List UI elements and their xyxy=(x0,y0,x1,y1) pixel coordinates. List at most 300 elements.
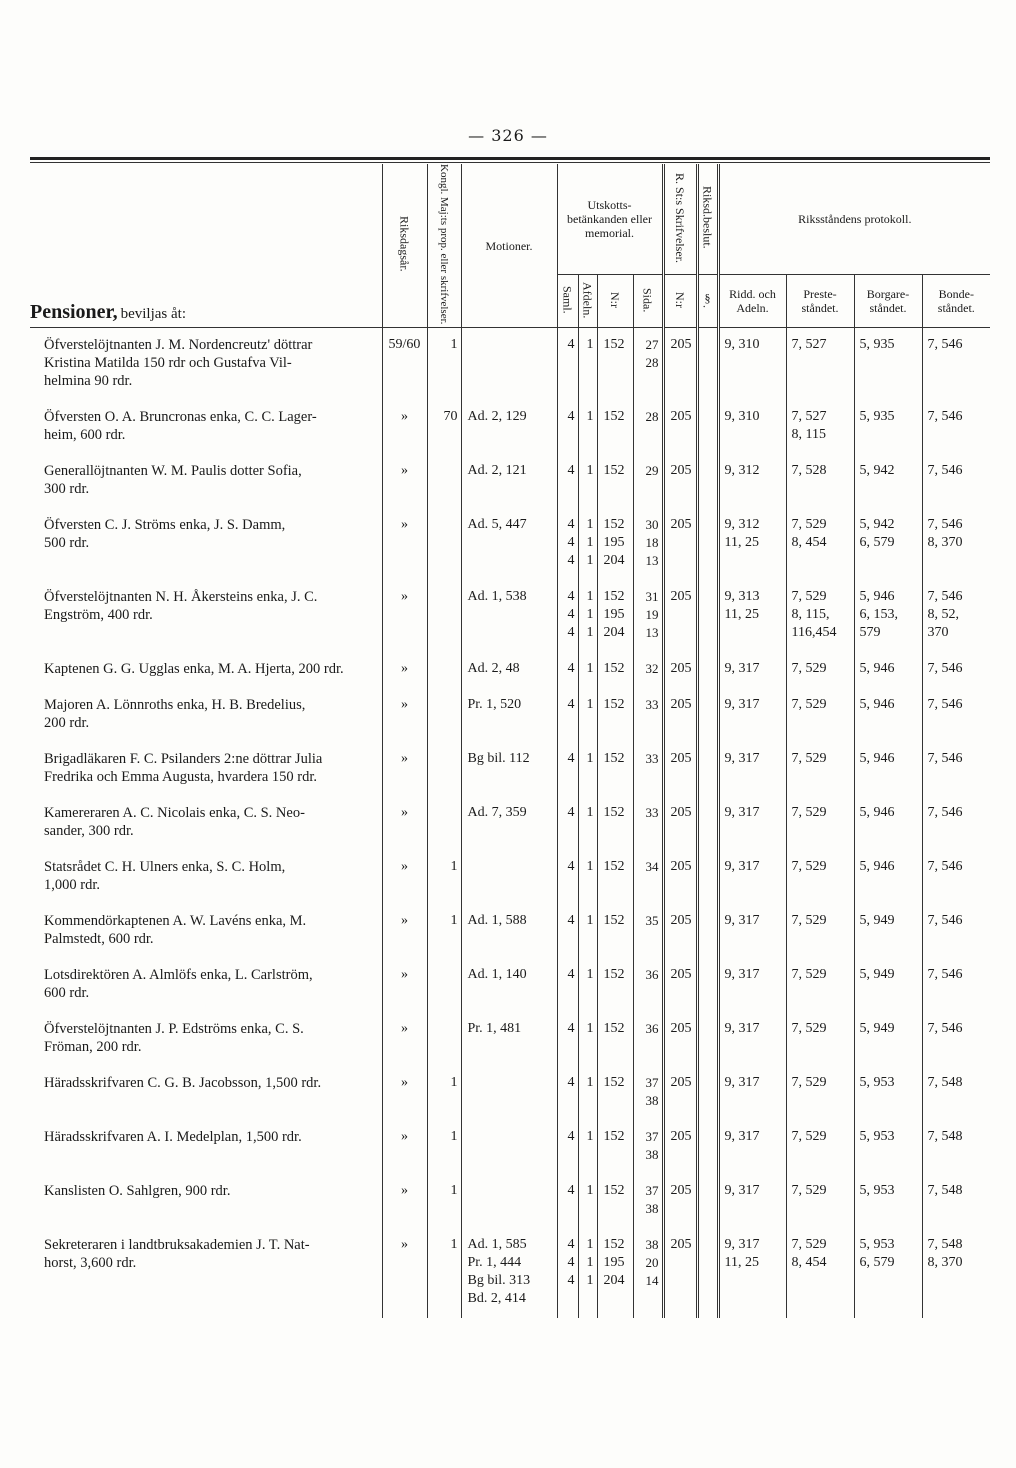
riksdbeslut-value xyxy=(697,454,718,508)
table-row xyxy=(30,1228,990,1318)
borgare-value xyxy=(854,850,922,904)
entry-description-line: Fröman, 200 rdr. xyxy=(44,1038,142,1055)
rsts-value: 205 xyxy=(663,1066,697,1120)
entry-description xyxy=(30,796,382,850)
saml-value-line: 4 xyxy=(567,912,575,928)
entry-description-line: Öfversten O. A. Bruncronas enka, C. C. Lager- xyxy=(44,408,317,425)
entry-description-line: heim, 600 rdr. xyxy=(44,426,126,443)
preste-value xyxy=(786,508,854,580)
riksdagsar-value: » xyxy=(382,1228,427,1318)
ridd-value-line: 9, 317 xyxy=(724,804,760,820)
bonde-value xyxy=(922,850,990,904)
entry-description xyxy=(30,1012,382,1066)
saml-value xyxy=(557,580,578,652)
rsts-value: 205 xyxy=(663,1120,697,1174)
riksdbeslut-value xyxy=(697,688,718,742)
rsts-value: 205 xyxy=(663,1228,697,1318)
rsts-value: 205 xyxy=(663,400,697,454)
header-kongl: Kongl. Maj:ts prop. eller skrifvelser. xyxy=(438,164,450,325)
nr-value-line: 195 xyxy=(603,534,625,550)
ridd-value-line: 9, 317 xyxy=(724,858,760,874)
motioner-value xyxy=(461,400,557,454)
motioner-value-line: Ad. 2, 48 xyxy=(467,660,520,676)
motioner-value xyxy=(461,1066,557,1120)
bonde-value-line: 8, 370 xyxy=(927,1254,963,1270)
entry-description xyxy=(30,508,382,580)
borgare-value-line: 5, 946 xyxy=(859,696,895,712)
preste-value-line: 7, 529 xyxy=(791,1074,827,1090)
sida-value xyxy=(633,958,663,1012)
riksdagsar-value: 59/60 xyxy=(382,328,427,400)
section-title: Pensioner, xyxy=(30,301,118,324)
entry-description xyxy=(30,652,382,688)
kongl-value: 1 xyxy=(427,1228,461,1318)
entry-description-line: Majoren A. Lönnroths enka, H. B. Bredelius, xyxy=(44,696,306,713)
preste-value-line: 7, 529 xyxy=(791,912,827,928)
table-row xyxy=(30,328,990,400)
motioner-value xyxy=(461,1174,557,1228)
preste-value xyxy=(786,1120,854,1174)
afdeln-value xyxy=(578,796,597,850)
bonde-value xyxy=(922,1066,990,1120)
borgare-value xyxy=(854,454,922,508)
header-rule-thin xyxy=(30,162,990,163)
sida-value-line: 36 xyxy=(645,1020,659,1036)
afdeln-value xyxy=(578,1228,597,1318)
ridd-value xyxy=(718,850,786,904)
bonde-value xyxy=(922,742,990,796)
kongl-value xyxy=(427,454,461,508)
preste-value-line: 7, 529 xyxy=(791,516,827,532)
preste-value-line: 7, 529 xyxy=(791,1236,827,1252)
afdeln-value-line: 1 xyxy=(586,1254,594,1270)
entry-description-line: Kristina Matilda 150 rdr och Gustafva Vil- xyxy=(44,355,292,372)
sida-value xyxy=(633,1066,663,1120)
kongl-value xyxy=(427,580,461,652)
motioner-value-line: Ad. 2, 121 xyxy=(467,462,527,478)
motioner-value xyxy=(461,1120,557,1174)
borgare-value xyxy=(854,652,922,688)
nr-value xyxy=(597,652,633,688)
preste-value-line: 7, 527 xyxy=(791,408,827,424)
afdeln-value xyxy=(578,1012,597,1066)
preste-value xyxy=(786,1012,854,1066)
preste-value xyxy=(786,400,854,454)
section-heading xyxy=(30,164,382,328)
saml-value xyxy=(557,850,578,904)
riksdbeslut-value xyxy=(697,1120,718,1174)
borgare-value-line: 5, 946 xyxy=(859,750,895,766)
preste-value xyxy=(786,688,854,742)
nr-value-line: 152 xyxy=(603,337,625,353)
riksdbeslut-value xyxy=(697,328,718,400)
motioner-value-line: Ad. 1, 140 xyxy=(467,966,527,982)
entry-description-line: Kamereraren A. C. Nicolais enka, C. S. Neo- xyxy=(44,804,305,821)
entry-description-line: Öfversten C. J. Ströms enka, J. S. Damm, xyxy=(44,516,286,533)
borgare-value xyxy=(854,688,922,742)
preste-value-line: 116,454 xyxy=(791,624,837,640)
nr-value-line: 152 xyxy=(603,1182,625,1198)
borgare-value xyxy=(854,1228,922,1318)
entry-description-line: Sekreteraren i landtbruksakademien J. T. Nat- xyxy=(44,1236,310,1253)
afdeln-value-line: 1 xyxy=(586,804,594,820)
header-afdeln: Afdeln. xyxy=(580,281,595,318)
sida-value-line: 30 xyxy=(645,516,659,532)
preste-value-line: 7, 529 xyxy=(791,858,827,874)
motioner-value-line: Pr. 1, 444 xyxy=(467,1254,522,1270)
nr-value-line: 152 xyxy=(603,696,625,712)
saml-value-line: 4 xyxy=(567,337,575,353)
borgare-value-line: 579 xyxy=(859,624,881,640)
nr-value-line: 152 xyxy=(603,588,625,604)
borgare-value-line: 6, 153, xyxy=(859,606,899,622)
riksdagsar-value: » xyxy=(382,400,427,454)
entry-description-line: Kanslisten O. Sahlgren, 900 rdr. xyxy=(44,1182,231,1199)
borgare-value xyxy=(854,796,922,850)
borgare-value xyxy=(854,508,922,580)
motioner-value xyxy=(461,652,557,688)
saml-value-line: 4 xyxy=(567,1236,575,1252)
page-number: — 326 — xyxy=(468,126,548,145)
ridd-value xyxy=(718,1174,786,1228)
saml-value-line: 4 xyxy=(567,1254,575,1270)
motioner-value-line: Pr. 1, 481 xyxy=(467,1020,522,1036)
ridd-value-line: 9, 317 xyxy=(724,1074,760,1090)
motioner-value-line: Ad. 2, 129 xyxy=(467,408,527,424)
kongl-value: 1 xyxy=(427,850,461,904)
kongl-value: 1 xyxy=(427,1174,461,1228)
table-row xyxy=(30,1012,990,1066)
nr-value-line: 152 xyxy=(603,1236,625,1252)
kongl-value: 70 xyxy=(427,400,461,454)
afdeln-value-line: 1 xyxy=(586,552,594,568)
preste-value-line: 7, 529 xyxy=(791,966,827,982)
kongl-value: 1 xyxy=(427,1066,461,1120)
preste-value xyxy=(786,1174,854,1228)
riksdagsar-value: » xyxy=(382,904,427,958)
entry-description xyxy=(30,850,382,904)
ridd-value xyxy=(718,580,786,652)
bonde-value-line: 7, 546 xyxy=(927,966,963,982)
riksdbeslut-value xyxy=(697,580,718,652)
sida-value xyxy=(633,328,663,400)
entry-description-line: Häradsskrifvaren C. G. B. Jacobsson, 1,500 rdr. xyxy=(44,1074,322,1091)
borgare-value-line: 5, 953 xyxy=(859,1074,895,1090)
header-rsts: R. St:s Skrifvelser. xyxy=(673,172,688,263)
riksdbeslut-value xyxy=(697,850,718,904)
sida-value-line: 31 xyxy=(645,588,659,604)
sida-value-line: 28 xyxy=(645,408,659,424)
entry-description-line: Engström, 400 rdr. xyxy=(44,606,153,623)
afdeln-value-line: 1 xyxy=(586,516,594,532)
sida-value-line: 38 xyxy=(645,1092,659,1108)
saml-value xyxy=(557,904,578,958)
afdeln-value xyxy=(578,580,597,652)
entry-description-line: Palmstedt, 600 rdr. xyxy=(44,930,154,947)
sida-value xyxy=(633,742,663,796)
sida-value-line: 33 xyxy=(645,804,659,820)
sida-value xyxy=(633,652,663,688)
nr-value xyxy=(597,508,633,580)
preste-value xyxy=(786,580,854,652)
sida-value-line: 28 xyxy=(645,355,659,371)
saml-value-line: 4 xyxy=(567,1074,575,1090)
ridd-value-line: 9, 317 xyxy=(724,912,760,928)
entry-description-line: Kommendörkaptenen A. W. Lavéns enka, M. xyxy=(44,912,307,929)
kongl-value xyxy=(427,958,461,1012)
nr-value xyxy=(597,1120,633,1174)
preste-value-line: 8, 454 xyxy=(791,1254,827,1270)
sida-value-line: 34 xyxy=(645,858,659,874)
nr-value xyxy=(597,850,633,904)
sida-value-line: 33 xyxy=(645,750,659,766)
ridd-value-line: 9, 317 xyxy=(724,1182,760,1198)
nr-value-line: 152 xyxy=(603,966,625,982)
motioner-value xyxy=(461,958,557,1012)
riksdbeslut-value xyxy=(697,1066,718,1120)
entry-description-line: Häradsskrifvaren A. I. Medelplan, 1,500 rdr. xyxy=(44,1128,302,1145)
bonde-value-line: 7, 546 xyxy=(927,337,963,353)
nr-value xyxy=(597,1174,633,1228)
motioner-value-line: Pr. 1, 520 xyxy=(467,696,522,712)
afdeln-value-line: 1 xyxy=(586,1128,594,1144)
afdeln-value xyxy=(578,454,597,508)
nr-value-line: 152 xyxy=(603,1020,625,1036)
pension-table xyxy=(30,164,990,1318)
borgare-value xyxy=(854,580,922,652)
header-protokoll: Riksståndens protokoll. xyxy=(718,164,990,275)
saml-value-line: 4 xyxy=(567,516,575,532)
riksdagsar-value: » xyxy=(382,454,427,508)
preste-value xyxy=(786,1228,854,1318)
table-row xyxy=(30,508,990,580)
afdeln-value-line: 1 xyxy=(586,1182,594,1198)
kongl-value xyxy=(427,508,461,580)
entry-description-line: Kaptenen G. G. Ugglas enka, M. A. Hjerta, 200 rdr. xyxy=(44,660,344,677)
table-row xyxy=(30,1066,990,1120)
rsts-value: 205 xyxy=(663,508,697,580)
motioner-value-line: Ad. 1, 585 xyxy=(467,1236,527,1252)
saml-value xyxy=(557,1012,578,1066)
entry-description-line: Generallöjtnanten W. M. Paulis dotter Sofia, xyxy=(44,462,302,479)
ridd-value xyxy=(718,652,786,688)
ridd-value xyxy=(718,508,786,580)
bonde-value-line: 7, 546 xyxy=(927,696,963,712)
sida-value-line: 20 xyxy=(645,1254,659,1270)
ridd-value xyxy=(718,1120,786,1174)
saml-value-line: 4 xyxy=(567,966,575,982)
entry-description-line: sander, 300 rdr. xyxy=(44,822,134,839)
entry-description-line: Statsrådet C. H. Ulners enka, S. C. Holm, xyxy=(44,858,286,875)
ridd-value xyxy=(718,742,786,796)
afdeln-value-line: 1 xyxy=(586,1272,594,1288)
entry-description xyxy=(30,1174,382,1228)
bonde-value xyxy=(922,328,990,400)
preste-value-line: 7, 529 xyxy=(791,1020,827,1036)
saml-value xyxy=(557,688,578,742)
ridd-value xyxy=(718,796,786,850)
ridd-value xyxy=(718,688,786,742)
saml-value-line: 4 xyxy=(567,750,575,766)
borgare-value xyxy=(854,1174,922,1228)
sida-value-line: 32 xyxy=(645,660,659,676)
entry-description xyxy=(30,904,382,958)
nr-value-line: 195 xyxy=(603,1254,625,1270)
bonde-value xyxy=(922,1228,990,1318)
ridd-value-line: 9, 312 xyxy=(724,462,760,478)
sida-value xyxy=(633,1120,663,1174)
preste-value xyxy=(786,1066,854,1120)
entry-description xyxy=(30,580,382,652)
afdeln-value-line: 1 xyxy=(586,696,594,712)
saml-value-line: 4 xyxy=(567,534,575,550)
ridd-value xyxy=(718,400,786,454)
kongl-value: 1 xyxy=(427,1120,461,1174)
riksdbeslut-value xyxy=(697,508,718,580)
afdeln-value-line: 1 xyxy=(586,1020,594,1036)
bonde-value-line: 7, 546 xyxy=(927,588,963,604)
preste-value-line: 7, 529 xyxy=(791,1128,827,1144)
riksdagsar-value: » xyxy=(382,580,427,652)
ridd-value-line: 9, 317 xyxy=(724,750,760,766)
borgare-value-line: 5, 935 xyxy=(859,337,895,353)
table-row xyxy=(30,796,990,850)
header-preste: Preste- ståndet. xyxy=(786,275,854,328)
entry-description xyxy=(30,958,382,1012)
header-riksdbeslut: Riksd.beslut. xyxy=(700,186,715,249)
borgare-value-line: 5, 942 xyxy=(859,516,895,532)
nr-value xyxy=(597,1066,633,1120)
saml-value xyxy=(557,454,578,508)
sida-value-line: 19 xyxy=(645,606,659,622)
bonde-value xyxy=(922,688,990,742)
ridd-value-line: 11, 25 xyxy=(724,1254,759,1270)
motioner-value-line: Ad. 1, 588 xyxy=(467,912,527,928)
table-row xyxy=(30,850,990,904)
sida-value xyxy=(633,580,663,652)
afdeln-value-line: 1 xyxy=(586,588,594,604)
motioner-value xyxy=(461,580,557,652)
rsts-value: 205 xyxy=(663,688,697,742)
ridd-value-line: 9, 317 xyxy=(724,966,760,982)
table-row xyxy=(30,958,990,1012)
kongl-value: 1 xyxy=(427,328,461,400)
motioner-value-line: Bd. 2, 414 xyxy=(467,1290,526,1306)
riksdbeslut-value xyxy=(697,796,718,850)
afdeln-value-line: 1 xyxy=(586,606,594,622)
afdeln-value xyxy=(578,1066,597,1120)
afdeln-value xyxy=(578,652,597,688)
saml-value-line: 4 xyxy=(567,696,575,712)
ridd-value xyxy=(718,904,786,958)
header-nr2: N:r xyxy=(673,291,688,308)
motioner-value-line: Ad. 1, 538 xyxy=(467,588,527,604)
nr-value xyxy=(597,688,633,742)
section-subtitle: beviljas åt: xyxy=(120,306,187,323)
nr-value-line: 152 xyxy=(603,660,625,676)
bonde-value-line: 8, 52, xyxy=(927,606,960,622)
sida-value-line: 29 xyxy=(645,462,659,478)
borgare-value-line: 5, 953 xyxy=(859,1236,895,1252)
preste-value-line: 7, 529 xyxy=(791,750,827,766)
ridd-value-line: 9, 317 xyxy=(724,1020,760,1036)
saml-value-line: 4 xyxy=(567,1272,575,1288)
bonde-value xyxy=(922,958,990,1012)
header-rule xyxy=(30,157,990,160)
saml-value xyxy=(557,796,578,850)
borgare-value-line: 5, 949 xyxy=(859,912,895,928)
motioner-value xyxy=(461,850,557,904)
sida-value-line: 38 xyxy=(645,1200,659,1216)
entry-description xyxy=(30,742,382,796)
nr-value xyxy=(597,1228,633,1318)
afdeln-value xyxy=(578,508,597,580)
ridd-value-line: 11, 25 xyxy=(724,534,759,550)
borgare-value-line: 5, 946 xyxy=(859,660,895,676)
motioner-value xyxy=(461,508,557,580)
header-bonde: Bonde- ståndet. xyxy=(922,275,990,328)
ridd-value xyxy=(718,958,786,1012)
afdeln-value-line: 1 xyxy=(586,624,594,640)
borgare-value-line: 5, 949 xyxy=(859,1020,895,1036)
ridd-value xyxy=(718,1012,786,1066)
kongl-value xyxy=(427,688,461,742)
afdeln-value-line: 1 xyxy=(586,912,594,928)
entry-description-line: 1,000 rdr. xyxy=(44,876,100,893)
rsts-value: 205 xyxy=(663,328,697,400)
kongl-value xyxy=(427,742,461,796)
ridd-value-line: 9, 310 xyxy=(724,337,760,353)
table-row xyxy=(30,580,990,652)
nr-value-line: 152 xyxy=(603,858,625,874)
afdeln-value xyxy=(578,328,597,400)
bonde-value-line: 7, 546 xyxy=(927,408,963,424)
riksdbeslut-value xyxy=(697,1228,718,1318)
bonde-value-line: 7, 546 xyxy=(927,1020,963,1036)
saml-value xyxy=(557,742,578,796)
motioner-value-line: Ad. 7, 359 xyxy=(467,804,527,820)
preste-value xyxy=(786,958,854,1012)
nr-value-line: 195 xyxy=(603,606,625,622)
motioner-value-line: Ad. 5, 447 xyxy=(467,516,527,532)
motioner-value xyxy=(461,688,557,742)
afdeln-value-line: 1 xyxy=(586,337,594,353)
header-motioner: Motioner. xyxy=(461,164,557,328)
header-utskott: Utskotts- betänkanden eller memorial. xyxy=(557,164,663,275)
entry-description-line: 600 rdr. xyxy=(44,984,90,1001)
entry-description-line: Öfverstelöjtnanten J. M. Nordencreutz' döttrar xyxy=(44,337,313,354)
ridd-value-line: 9, 317 xyxy=(724,1236,760,1252)
sida-value-line: 14 xyxy=(645,1272,659,1288)
saml-value-line: 4 xyxy=(567,606,575,622)
sida-value-line: 27 xyxy=(645,337,659,353)
borgare-value xyxy=(854,328,922,400)
rsts-value: 205 xyxy=(663,580,697,652)
borgare-value xyxy=(854,400,922,454)
table-body xyxy=(30,328,990,1318)
preste-value-line: 7, 529 xyxy=(791,804,827,820)
borgare-value xyxy=(854,1012,922,1066)
sida-value xyxy=(633,1228,663,1318)
sida-value-line: 13 xyxy=(645,624,659,640)
header-par: §. xyxy=(700,291,715,309)
preste-value-line: 8, 115, xyxy=(791,606,830,622)
sida-value xyxy=(633,508,663,580)
rsts-value: 205 xyxy=(663,652,697,688)
bonde-value xyxy=(922,508,990,580)
saml-value-line: 4 xyxy=(567,1020,575,1036)
table-row xyxy=(30,400,990,454)
